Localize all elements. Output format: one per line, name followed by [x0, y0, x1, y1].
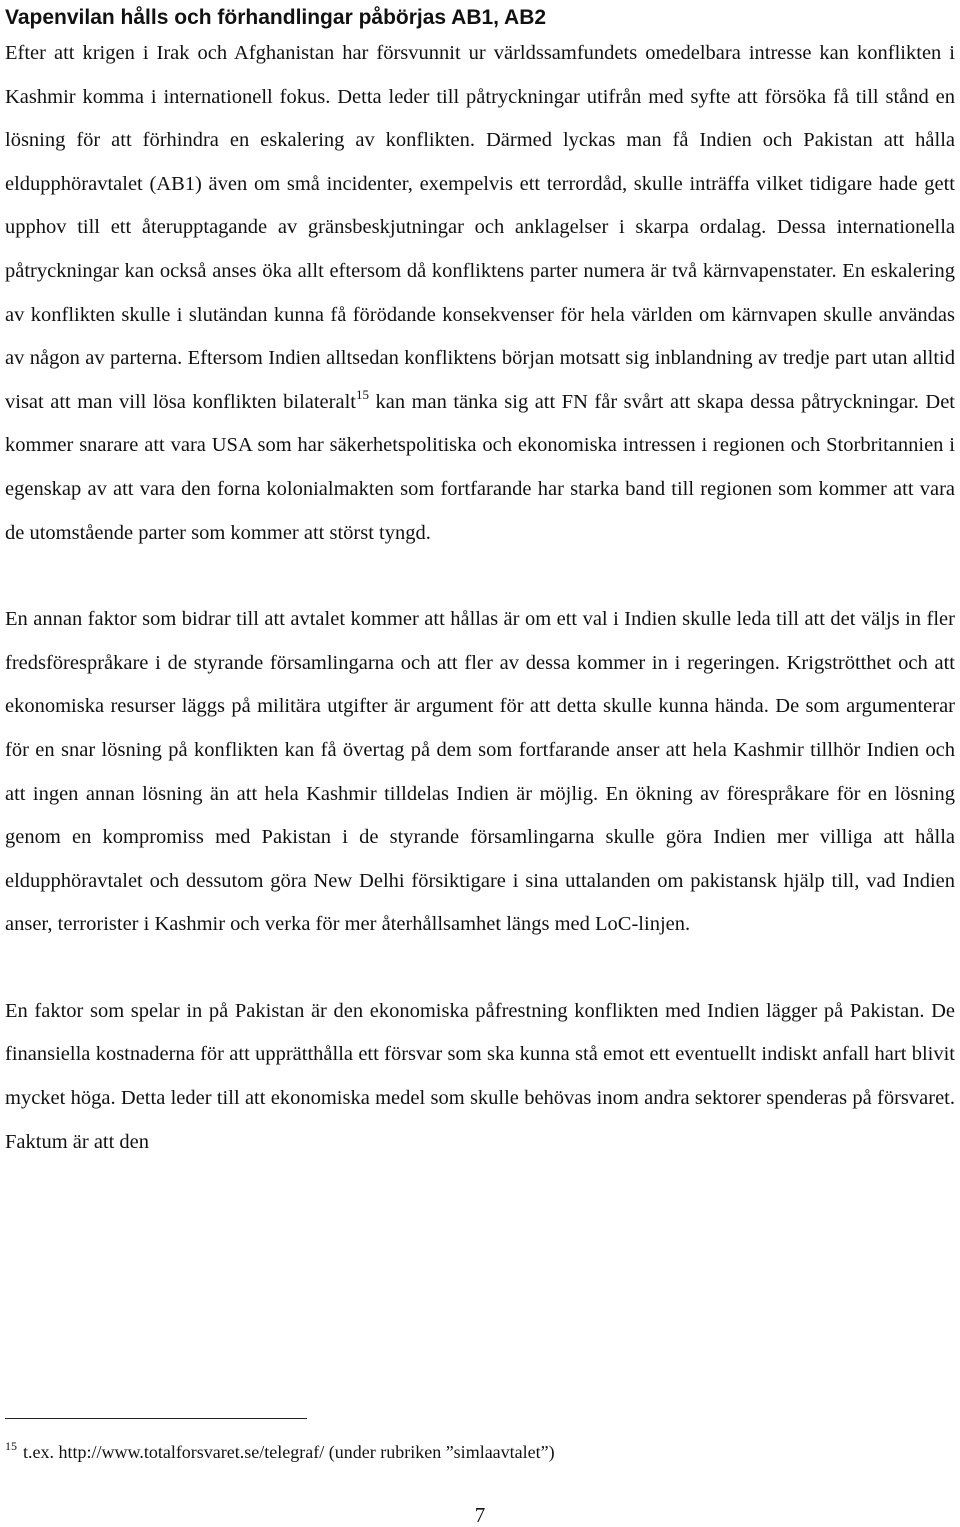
section-heading: Vapenvilan hålls och förhandlingar påbörjas AB1, AB2: [5, 6, 547, 29]
document-page: [5, 0, 955, 1164]
paragraph-2: En annan faktor som bidrar till att avtalet kommer att hållas är om ett val i Indien skulle leda till att det väljs in fler fredsförespråkare i de styrande församlingarna och att fler av dessa kommer in i regeringen. Krigströtthet och att ekonomiska resurser läggs på militära utgifter är argument för att detta skulle kunna hända. De som argumenterar för en snar lösning på konflikten kan få övertag på dem som fortfarande anser att hela Kashmir tillhör Indien och att ingen annan lösning än att hela Kashmir tilldelas Indien är möjlig. En ökning av förespråkare för en lösning genom en kompromiss med Pakistan i de styrande församlingarna skulle göra Indien mer villiga att hålla eldupphöravtalet och dessutom göra New Delhi försiktigare i sina uttalanden om pakistansk hjälp till, vad Indien anser, terrorister i Kashmir och verka för mer återhållsamhet längs med LoC-linjen.: [5, 608, 955, 936]
footnote-number: 15: [5, 1439, 17, 1453]
paragraph-1-lead: Efter att krigen i Irak och Afghanistan har försvunnit ur världssamfundets omedelbara intresse kan konflikten i Kashmir komma i internationell fokus. Detta leder till påtryckningar utifrån med syfte att försöka få till stånd en lösning för att förhindra en eskalering av konflikten. Därmed lyckas man få Indien och Pakistan att hålla eldupphöravtalet (AB1) även om små incidenter, exempelvis ett terrordåd, skulle inträffa vilket tidigare hade gett upphov till ett återupptagande av gränsbeskjutningar och anklagelser i skarpa ordalag. Dessa internationella påtryckningar kan också anses öka allt eftersom då konfliktens parter numera är två kärnvapenstater. En eskalering av konflikten skulle i slutändan kunna få förödande konsekvenser för hela världen om kärnvapen skulle användas av någon av parterna. Eftersom Indien alltsedan konfliktens början motsatt sig inblandning av tredje part utan alltid visat att man vill lösa konflikten bilateralt: [5, 42, 955, 413]
paragraph-1-tail: kan man tänka sig att FN får svårt att skapa dessa påtryckningar. Det kommer snarare att vara USA som har säkerhetspolitiska och ekonomiska intressen i regionen och Storbritannien i egenskap av att vara den forna kolonialmakten som fortfarande har starka band till regionen som kommer att vara de utomstående parter som kommer att störst tyngd.: [5, 390, 955, 544]
footnote-separator: [5, 1418, 307, 1419]
footnote-text: t.ex. http://www.totalforsvaret.se/telegraf/ (under rubriken ”simlaavtalet”): [23, 1442, 555, 1462]
paragraph-1: [5, 32, 955, 555]
footnote-reference: 15: [355, 386, 369, 402]
paragraph-3: En faktor som spelar in på Pakistan är den ekonomiska påfrestning konflikten med Indien lägger på Pakistan. De finansiella kostnaderna för att upprätthålla ett försvar som ska kunna stå emot ett eventuellt indiskt anfall hart blivit mycket höga. Detta leder till att ekonomiska medel som skulle behövas inom andra sektorer spenderas på försvaret. Faktum är att den: [5, 999, 955, 1153]
page-number: 7: [474, 1503, 486, 1527]
footnote: [5, 1440, 555, 1464]
